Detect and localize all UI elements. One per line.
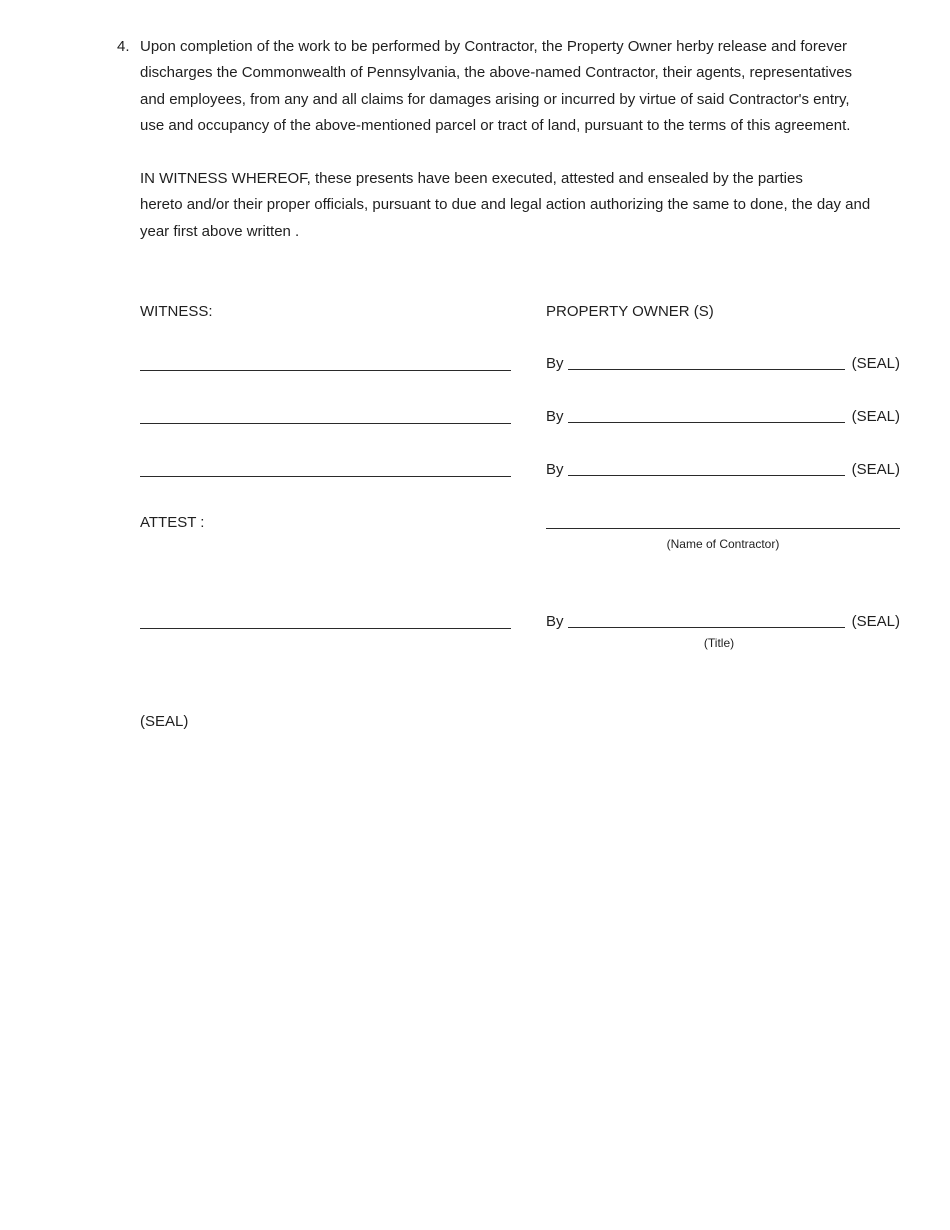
clause-4-line: discharges the Commonwealth of Pennsylvania, the above-named Contractor, their agents, representatives — [140, 64, 853, 82]
witness-whereof-line: hereto and/or their proper officials, pursuant to due and legal action authorizing the same to done, the day and — [140, 196, 871, 214]
seal-label: (SEAL) — [851, 613, 900, 630]
contractor-name-caption: (Name of Contractor) — [666, 537, 780, 551]
owner-signature-line-1[interactable] — [568, 369, 845, 370]
attest-signature-line[interactable] — [140, 628, 511, 629]
attest-label: ATTEST : — [140, 514, 205, 531]
clause-4-text — [140, 34, 930, 139]
by-label: By — [546, 355, 564, 372]
contractor-signature-line[interactable] — [568, 627, 845, 628]
contractor-name-line[interactable] — [546, 528, 900, 529]
clause-4-line: and employees, from any and all claims for damages arising or incurred by virtue of said Contractor's entry, — [140, 90, 850, 108]
clause-4-line: use and occupancy of the above-mentioned parcel or tract of land, pursuant to the terms of this agreement. — [140, 116, 851, 134]
contractor-signature-row — [546, 612, 900, 632]
witness-whereof-text — [140, 166, 930, 245]
clause-number: 4. — [117, 38, 130, 55]
seal-label: (SEAL) — [851, 355, 900, 372]
owner-signature-row-3 — [546, 460, 900, 480]
title-caption: (Title) — [703, 636, 735, 650]
by-label: By — [546, 461, 564, 478]
seal-label: (SEAL) — [851, 461, 900, 478]
seal-label: (SEAL) — [851, 408, 900, 425]
owner-signature-row-2 — [546, 407, 900, 427]
bottom-seal-label: (SEAL) — [140, 713, 189, 730]
by-label: By — [546, 613, 564, 630]
witness-signature-line-2[interactable] — [140, 423, 511, 424]
owner-signature-line-3[interactable] — [568, 475, 845, 476]
owner-signature-line-2[interactable] — [568, 422, 845, 423]
witness-label: WITNESS: — [140, 303, 213, 320]
witness-signature-line-1[interactable] — [140, 370, 511, 371]
witness-whereof-line: year first above written . — [140, 222, 300, 240]
witness-signature-line-3[interactable] — [140, 476, 511, 477]
owner-signature-row-1 — [546, 354, 900, 374]
property-owner-label: PROPERTY OWNER (S) — [546, 303, 714, 320]
clause-4-line: Upon completion of the work to be performed by Contractor, the Property Owner herby release and forever — [140, 38, 848, 55]
by-label: By — [546, 408, 564, 425]
witness-whereof-line: IN WITNESS WHEREOF, these presents have been executed, attested and ensealed by the parties — [140, 170, 803, 187]
